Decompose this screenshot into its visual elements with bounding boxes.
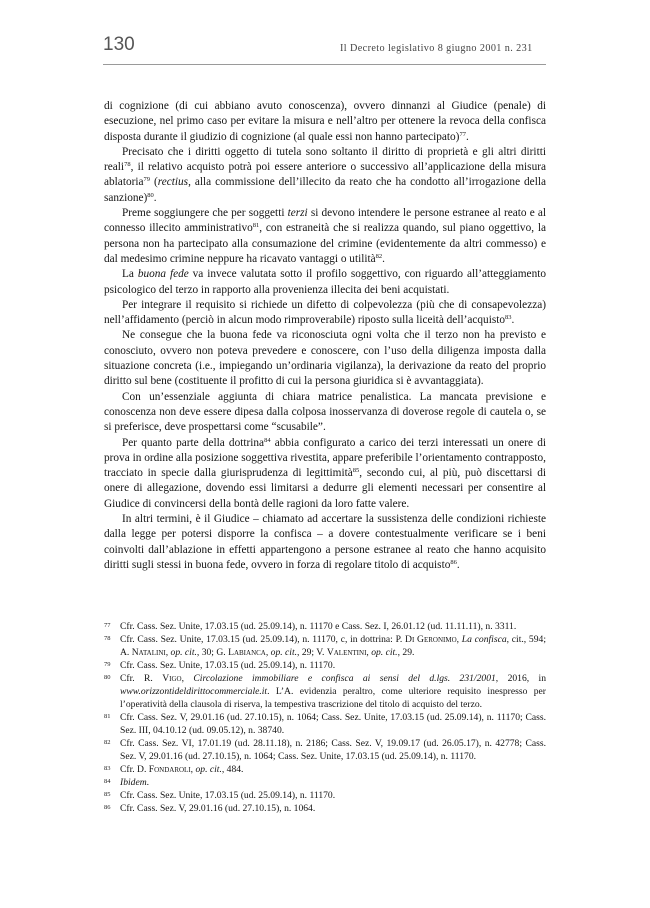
- footnote: [104, 711, 546, 737]
- text: Cfr. R.: [120, 673, 163, 684]
- footnote: [104, 620, 546, 633]
- paragraph: [104, 206, 546, 267]
- text: In altri termini, è il Giudice – chiamato ad accertare la sussistenza delle condizioni richieste dalla legge per potersi disporre la confisca – a dovere contestualmente verificare se i beni coinvolti dall’ablazione in effetti appartengono a persone estranee al reato che hanno acquisito diritti sugli stessi in buona fede, ovvero in forza di regolare titolo di acquisto: [104, 513, 546, 571]
- italic-text: op. cit.: [195, 764, 222, 775]
- text: , con estraneità che si realizza quando, sul piano oggettivo, la persona non ha partecipato alla consumazione del crimine (evidentemente da altri commesso) e dal medesimo crimine neppure ha ricavato vantaggi o utilità: [104, 222, 546, 265]
- text: , 2016, in: [495, 673, 546, 684]
- italic-text: buona fede: [137, 268, 189, 281]
- text: Cfr. Cass. Sez. Unite, 17.03.15 (ud. 25.09.14), n. 11170 e Cass. Sez. I, 26.01.12 (ud. 11.11.11), n. 3311.: [120, 621, 517, 632]
- text: . L’A. evidenzia peraltro, come ulteriore requisito inespresso per l’operatività della clausola di riserva, la tempestiva trascrizione del titolo di acquisto del terzo.: [120, 686, 546, 710]
- italic-text: op. cit.: [170, 647, 197, 658]
- text: (: [150, 176, 158, 189]
- text: .: [153, 191, 157, 204]
- author-name: Fondaroli: [148, 764, 191, 775]
- text: Cfr. Cass. Sez. V, 29.01.16 (ud. 27.10.15), n. 1064.: [120, 803, 316, 814]
- running-title: Il Decreto legislativo 8 giugno 2001 n. 231: [340, 43, 533, 54]
- paragraph: [104, 436, 546, 512]
- footnote: [104, 789, 546, 802]
- author-name: Labianca: [228, 647, 266, 658]
- text: Precisato che i diritti oggetto di tutela sono soltanto il diritto di proprietà e gli altri diritti reali: [104, 145, 546, 174]
- footnote-number: 80: [104, 674, 111, 681]
- footnote-ref: 81: [252, 222, 260, 230]
- text: .: [465, 130, 469, 143]
- text: , 30; G.: [196, 647, 229, 658]
- text: , alla commissione dell’illecito da reato che ha condotto all’irrogazione della sanzione): [104, 176, 546, 204]
- italic-text: www.orizzontideldirittocommerciale.it: [120, 686, 268, 697]
- footnote: [104, 672, 546, 711]
- text: abbia configurato a carico dei terzi interessati un onere di prova in ordine alla posizione soggettiva rivestita, appare preferibile l’orientamento contrapposto, tracciato in specie dalla giurisprudenza di legittimità: [104, 436, 546, 480]
- text: di cognizione (di cui abbiano avuto conoscenza), ovvero dinnanzi al Giudice (penale) di esecuzione, nel primo caso per evitare la misura e nell’altro per ottenere la revoca della confisca disposta durante il giudizio di cognizione (al quale essi non hanno partecipato): [104, 100, 546, 143]
- text: .: [511, 314, 515, 327]
- footnote-number: 81: [104, 713, 111, 720]
- footnote-number: 83: [104, 765, 111, 772]
- text: ,: [265, 647, 271, 658]
- footnote-ref: 83: [505, 314, 512, 322]
- footnote-ref: 79: [143, 176, 151, 184]
- text: Cfr. Cass. Sez. V, 29.01.16 (ud. 27.10.15), n. 1064; Cass. Sez. Unite, 17.03.15 (ud. 25.09.14), n. 11170; Cass. Sez. III, 04.10.12 (ud. 09.05.12), n. 38740.: [120, 712, 546, 736]
- footnote-number: 84: [104, 778, 111, 785]
- text: ,: [190, 764, 196, 775]
- italic-text: Ibidem: [120, 777, 147, 788]
- footnote: [104, 763, 546, 776]
- footnote-number: 82: [104, 739, 111, 746]
- text: Cfr. Cass. Sez. Unite, 17.03.15 (ud. 25.09.14), n. 11170.: [120, 790, 336, 801]
- text: .: [456, 558, 460, 571]
- footnote-ref: 82: [375, 252, 383, 260]
- text: , 29; V.: [297, 647, 327, 658]
- footnote-text: [120, 711, 546, 737]
- paragraph: [104, 328, 546, 389]
- text: ,: [165, 647, 171, 658]
- text: .: [146, 777, 150, 788]
- author-name: Di Geronimo: [405, 634, 457, 645]
- author-name: Natalini: [131, 647, 166, 658]
- text: ,: [456, 634, 462, 645]
- footnote-text: [120, 737, 546, 763]
- text: Ne consegue che la buona fede va riconosciuta ogni volta che il terzo non ha previsto e conosciuto, ovvero non poteva prevedere e conoscere, con l’uso della diligenza imposta dalla situazione concreta (i.e., impiegando un’ordinaria vigilanza), la derivazione da reato del proprio diritto sul bene (costituente il profitto di cui la persona giuridica si è avvantaggiata).: [104, 329, 546, 388]
- italic-text: terzi: [287, 207, 308, 220]
- text: Preme soggiungere che per soggetti: [122, 207, 288, 220]
- author-name: Valentini: [326, 647, 367, 658]
- footnote-text: [120, 763, 546, 776]
- text: Cfr. Cass. Sez. Unite, 17.03.15 (ud. 25.09.14), n. 11170, c, in dottrina: P.: [120, 634, 406, 645]
- footnote-text: [120, 633, 546, 659]
- footnote: [104, 802, 546, 815]
- paragraph: [104, 145, 546, 206]
- footnote-ref: 77: [459, 130, 466, 138]
- footnote-ref: 86: [450, 558, 457, 566]
- italic-text: op. cit.: [371, 647, 398, 658]
- footnote-text: [120, 802, 546, 815]
- footnote-text: [120, 620, 546, 633]
- footnote-ref: 84: [264, 436, 271, 444]
- text: La: [122, 268, 138, 281]
- body-text: [104, 99, 546, 573]
- text: ,: [366, 647, 372, 658]
- footnote-number: 85: [104, 791, 111, 798]
- text: , secondo cui, al più, può discettarsi di onere di allegazione, dovendo essi limitarsi a dedurre gli elementi necessari per consentire al Giudice di convincersi della bontà delle ragioni da loro fatte valere.: [104, 467, 546, 510]
- footnote-ref: 85: [352, 467, 360, 475]
- footnote-text: [120, 659, 546, 672]
- footnote-number: 77: [104, 622, 111, 629]
- paragraph: [104, 390, 546, 436]
- footnote-number: 79: [104, 661, 111, 668]
- footnote-number: 78: [104, 635, 111, 642]
- footnote-ref: 80: [147, 191, 154, 199]
- text: , il relativo acquisto potrà poi essere anteriore o successivo all’applicazione della misura ablatoria: [104, 161, 546, 189]
- footnote-ref: 78: [124, 161, 131, 169]
- footnote: [104, 659, 546, 672]
- footnote-text: [120, 789, 546, 802]
- paragraph: [104, 512, 546, 573]
- text: si devono intendere le persone estranee al reato e al connesso illecito amministrativo: [104, 207, 546, 235]
- footnote-text: [120, 672, 546, 711]
- footnote: [104, 633, 546, 659]
- text: , 29.: [397, 647, 415, 658]
- text: Cfr. Cass. Sez. VI, 17.01.19 (ud. 28.11.18), n. 2186; Cass. Sez. V, 19.09.17 (ud. 26.05.17), n. 42778; Cass. Sez. V, 29.01.16 (ud. 27.10.15), n. 1064; Cass. Sez. Unite, 17.03.15 (ud. 25.09.14), n. 11170.: [120, 738, 546, 762]
- italic-text: op. cit.: [270, 647, 298, 658]
- text: .: [382, 252, 385, 265]
- footnote-number: 86: [104, 804, 111, 811]
- page-number: 130: [103, 34, 135, 55]
- text: Per integrare il requisito si richiede un difetto di colpevolezza (più che di consapevolezza) nell’affidamento (perciò in alcun modo rimproverabile) riposto sulla liceità dell’acquisto: [104, 298, 546, 327]
- text: Cfr. Cass. Sez. Unite, 17.03.15 (ud. 25.09.14), n. 11170.: [120, 660, 336, 671]
- footnote-text: [120, 776, 546, 789]
- text: Cfr. D.: [120, 764, 149, 775]
- italic-text: La confisca: [461, 634, 507, 645]
- text: ,: [181, 673, 194, 684]
- text: Con un’essenziale aggiunta di chiara matrice penalistica. La mancata previsione e conoscenza non deve essere dipesa dalla colposa inosservanza di doverose regole di cautela o, se si preferisce, deve prospettarsi come “scusabile”.: [104, 390, 546, 434]
- text: va invece valutata sotto il profilo soggettivo, con riguardo all’atteggiamento psicologico del terzo in rapporto alla provenienza illecita dei beni acquistati.: [104, 268, 547, 296]
- author-name: Vigo: [162, 673, 182, 684]
- paragraph: [104, 298, 546, 329]
- italic-text: Circolazione immobiliare e confisca ai sensi del d.lgs. 231/2001: [193, 673, 496, 684]
- header-rule: [103, 64, 546, 65]
- paragraph: [104, 267, 546, 298]
- footnotes: [104, 620, 546, 815]
- italic-text: rectius: [157, 176, 189, 189]
- footnote: [104, 737, 546, 763]
- footnote: [104, 776, 546, 789]
- text: , 484.: [221, 764, 244, 775]
- text: Per quanto parte della dottrina: [122, 436, 265, 449]
- paragraph: [104, 99, 546, 145]
- text: , cit., 594; A.: [120, 634, 546, 658]
